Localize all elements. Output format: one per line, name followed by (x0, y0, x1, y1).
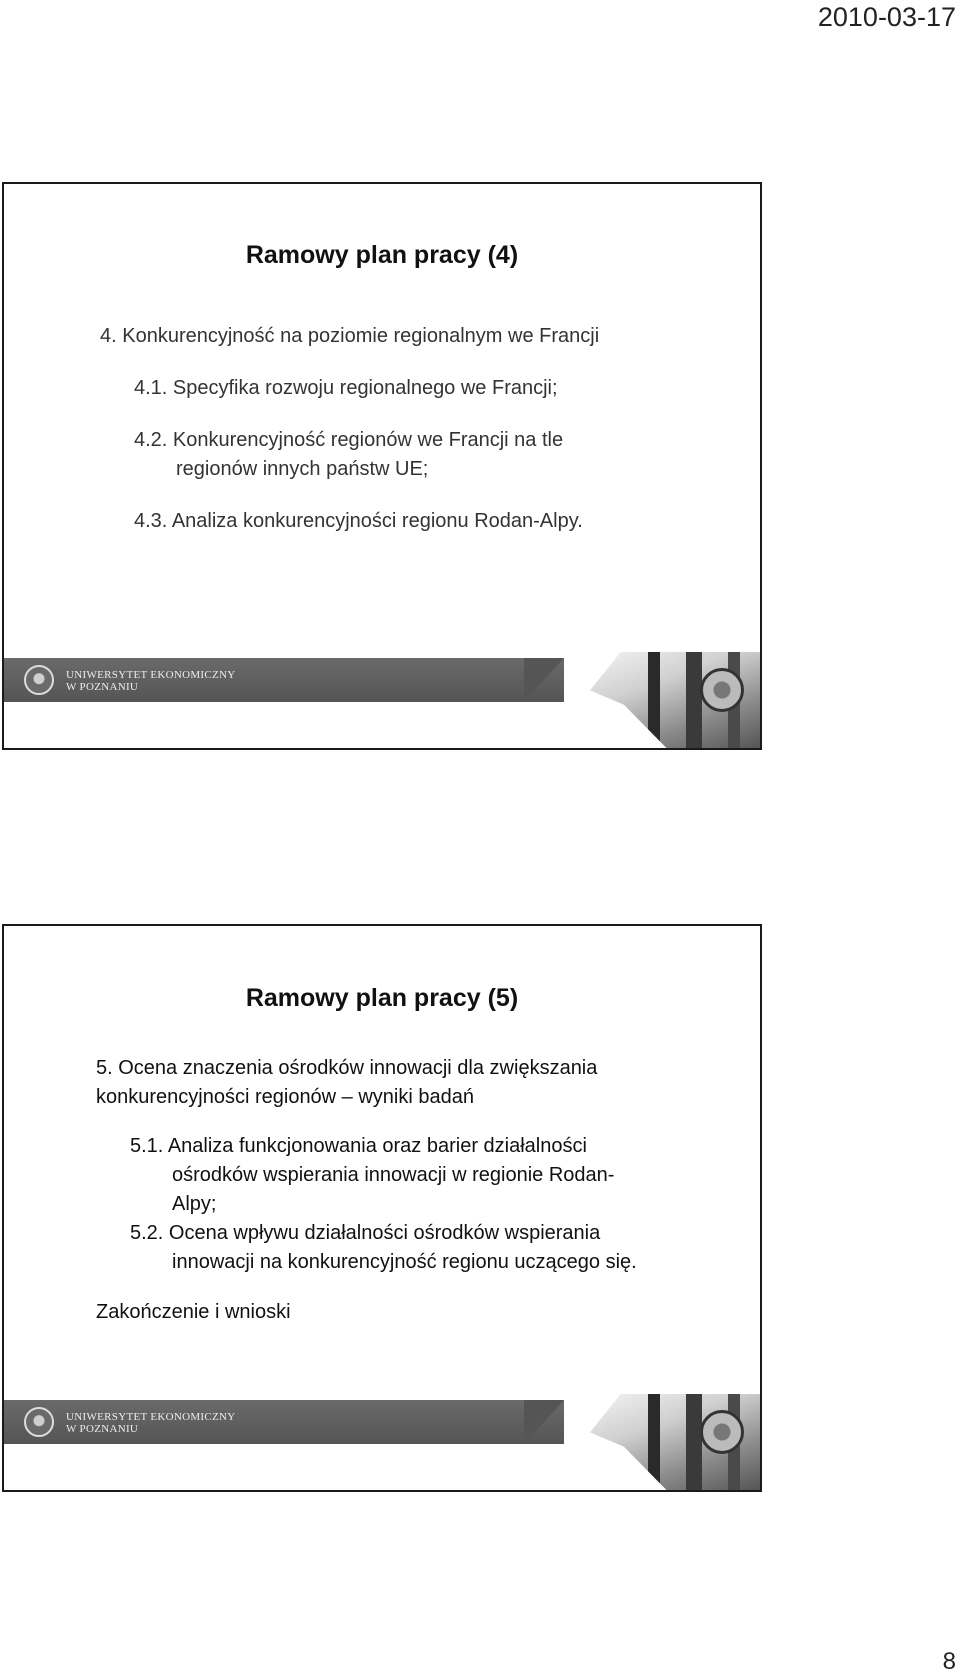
building-clock-icon (700, 668, 744, 712)
university-emblem-icon (24, 1407, 54, 1437)
university-emblem-icon (24, 665, 54, 695)
logo-line-1: UNIWERSYTET EKONOMICZNY (66, 1411, 236, 1423)
slide-title: Ramowy plan pracy (5) (245, 984, 519, 1012)
outline-subitem: 4.1. Specyfika rozwoju regionalnego we Francji; (134, 377, 558, 399)
outline-subitem: 5.1. Analiza funkcjonowania oraz barier działalności (130, 1135, 587, 1157)
outline-subitem-continuation: Alpy; (172, 1193, 217, 1215)
outline-subitem-continuation: regionów innych państw UE; (176, 458, 429, 480)
outline-item: Zakończenie i wnioski (96, 1301, 291, 1323)
logo-line-1: UNIWERSYTET EKONOMICZNY (66, 669, 236, 681)
outline-subitem: 4.3. Analiza konkurencyjności regionu Rodan-Alpy. (134, 510, 583, 532)
outline-subitem-continuation: ośrodków wspierania innowacji w regionie Rodan- (172, 1164, 615, 1186)
university-logo (66, 1411, 236, 1435)
university-logo (66, 669, 236, 693)
slide-footer (4, 652, 760, 748)
outline-item-continuation: konkurencyjności regionów – wyniki badań (96, 1086, 474, 1108)
outline-item: 4. Konkurencyjność na poziomie regionalnym we Francji (100, 325, 600, 347)
slide-footer (4, 1394, 760, 1490)
slide-title: Ramowy plan pracy (4) (245, 241, 519, 269)
outline-subitem: 5.2. Ocena wpływu działalności ośrodków wspierania (130, 1222, 601, 1244)
outline-item: 5. Ocena znaczenia ośrodków innowacji dla zwiększania (96, 1057, 598, 1079)
outline-subitem: 4.2. Konkurencyjność regionów we Francji na tle (134, 429, 564, 451)
building-clock-icon (700, 1410, 744, 1454)
header-date: 2010-03-17 (817, 2, 956, 32)
slide-4 (2, 182, 762, 750)
logo-line-2: W POZNANIU (66, 681, 139, 693)
page-number: 8 (942, 1648, 956, 1675)
logo-line-2: W POZNANIU (66, 1423, 139, 1435)
outline-subitem-continuation: innowacji na konkurencyjność regionu uczącego się. (172, 1251, 637, 1273)
slide-5 (2, 924, 762, 1492)
